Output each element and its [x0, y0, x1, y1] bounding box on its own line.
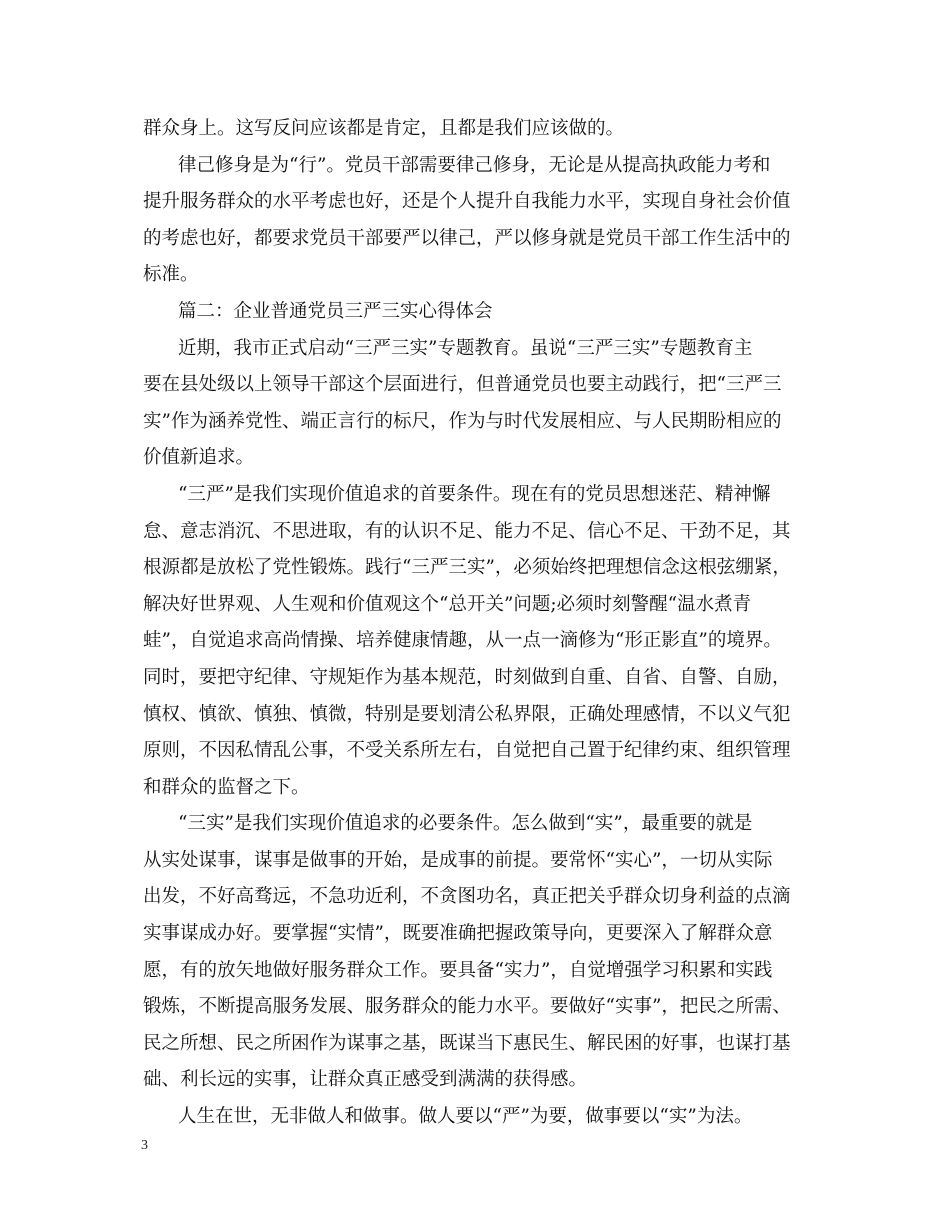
- paragraph-intro: 近期，我市正式启动“三严三实”专题教育。虽说“三严三实”专题教育主 要在县处级以上领导干部这个层面进行，但普通党员也要主动践行，把“三严三 实”作为涵养党性、端正言行的标尺，作为与时代发展相应、与人民期盼相应的 价值新追求。: [143, 337, 782, 469]
- section-heading: 篇二：企业普通党员三严三实心得体会: [178, 300, 493, 322]
- paragraph-self-discipline: 律己修身是为“行”。党员干部需要律己修身，无论是从提高执政能力考和 提升服务群众的水平考虑也好，还是个人提升自我能力水平，实现自身社会价值 的考虑也好，都要求党员干部要严以律己，严以修身就是党员干部工作生活中的 标准。: [143, 154, 791, 286]
- page-number: 3: [141, 1138, 148, 1153]
- paragraph-continued: 群众身上。这写反问应该都是肯定，且都是我们应该做的。: [143, 118, 625, 139]
- document-body: [143, 111, 833, 1136]
- paragraph-conclusion: 人生在世，无非做人和做事。做人要以“严”为要，做事要以“实”为法。: [178, 1106, 753, 1128]
- paragraph-three-solid: “三实”是我们实现价值追求的必要条件。怎么做到“实”，最重要的就是 从实处谋事，谋事是做事的开始，是成事的前提。要常怀“实心”，一切从实际 出发，不好高骛远，不急功近利，不贪图功名，真正把关乎群众切身利益的点滴 实事谋成办好。要掌握“实情”，既要准确把握政策导向，更要深入了解群众意 愿，有的放矢地做好服务群众工作。要具备“实力”，自觉增强学习积累和实践 锻炼，不断提高服务发展、服务群众的能力水平。要做好“实事”，把民之所需、 民之所想、民之所困作为谋事之基，既谋当下惠民生、解民困的好事，也谋打基 础、利长远的实事，让群众真正感受到满满的获得感。: [143, 813, 791, 1091]
- paragraph-three-strict: “三严”是我们实现价值追求的首要条件。现在有的党员思想迷茫、精神懈 怠、意志消沉、不思进取，有的认识不足、能力不足、信心不足、干劲不足，其 根源都是放松了党性锻炼。践行“三严三实”，必须始终把理想信念这根弦绷紧， 解决好世界观、人生观和价值观这个“总开关”问题;必须时刻警醒“温水煮青 蛙”，自觉追求高尚情操、培养健康情趣，从一点一滴修为“形正影直”的境界。 同时，要把守纪律、守规矩作为基本规范，时刻做到自重、自省、自警、自励， 慎权、慎欲、慎独、慎微，特别是要划清公私界限，正确处理感情，不以义气犯 原则，不因私情乱公事，不受关系所左右，自觉把自己置于纪律约束、组织管理 和群众的监督之下。: [143, 483, 791, 798]
